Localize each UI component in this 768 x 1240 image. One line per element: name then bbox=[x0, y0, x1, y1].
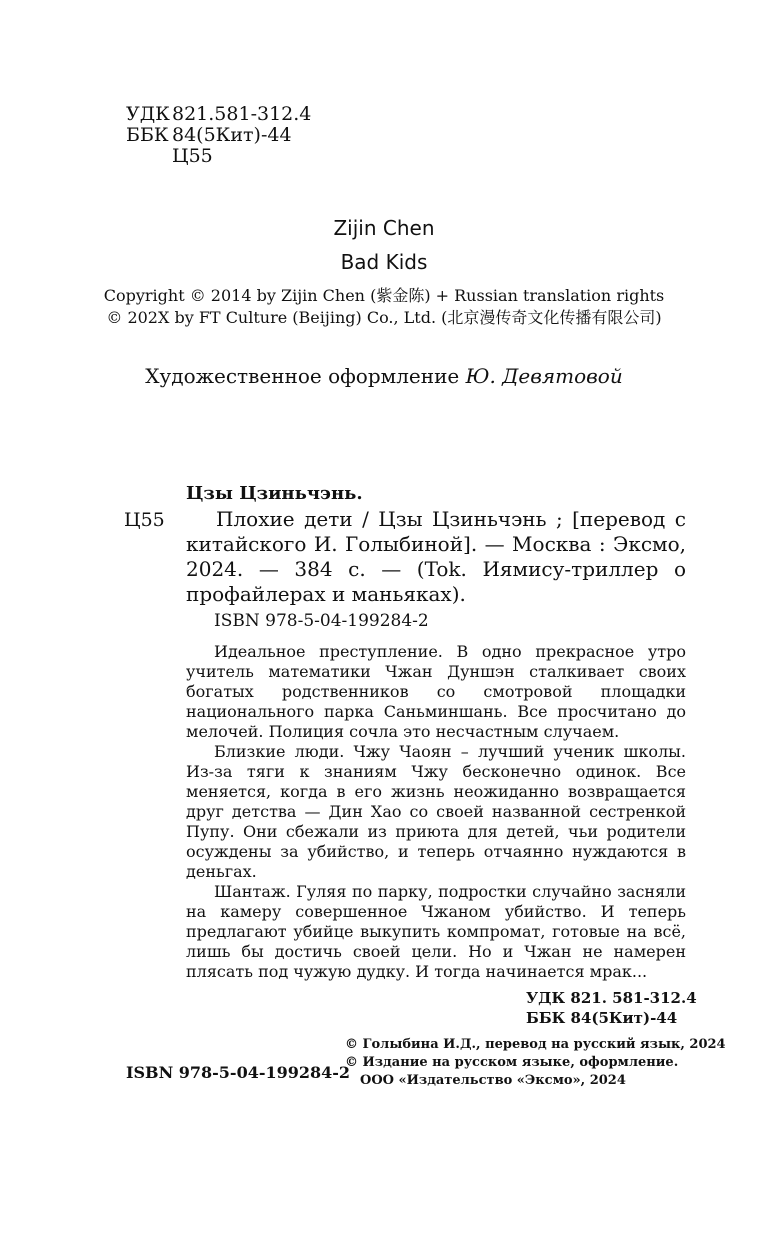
classification-block bbox=[126, 104, 311, 167]
bbk-value: 84(5Кит)-44 bbox=[172, 124, 292, 146]
copyright-line-2: © 202X by FT Culture (Beijing) Co., Ltd. (北京漫传奇文化传播有限公司) bbox=[106, 308, 662, 327]
bottom-classification bbox=[526, 988, 697, 1028]
bottom-bbk: ББК 84(5Кит)-44 bbox=[526, 1009, 678, 1027]
copyright-line-1: Copyright © 2014 by Zijin Chen (紫金陈) + Russian translation rights bbox=[103, 286, 665, 305]
credit-translation: © Голыбина И.Д., перевод на русский язык, 2024 bbox=[345, 1037, 726, 1052]
design-credit bbox=[0, 364, 768, 388]
annotation-paragraph-2: Близкие люди. Чжу Чаоян – лучший ученик школы. Из-за тяги к знаниям Чжу бесконечно одинок. Все меняется, когда в его жизнь неожиданно возвращается друг детства — Дин Хао со своей названной сестренкой Пупу. Они сбежали из приюта для детей, чьи родители осуждены за убийство, и теперь отчаянно нуждаются в деньгах. bbox=[186, 742, 686, 881]
copyright-notice bbox=[0, 285, 768, 329]
credit-publisher: ООО «Издательство «Эксмо», 2024 bbox=[360, 1073, 626, 1088]
bottom-udk: УДК 821. 581-312.4 bbox=[526, 989, 697, 1007]
design-artist: Ю. Девятовой bbox=[465, 364, 623, 388]
catalog-isbn: ISBN 978-5-04-199284-2 bbox=[214, 611, 429, 631]
udk-row bbox=[126, 104, 311, 125]
author-code: Ц55 bbox=[172, 145, 213, 167]
udk-label: УДК bbox=[126, 103, 170, 125]
catalog-body: Плохие дети / Цзы Цзиньчэнь ; [перевод с китайского И. Голыбиной]. — Москва : Эксмо, 2024. — 384 с. — (Tok. Иямису-триллер о профайлерах и маньяках). bbox=[186, 507, 686, 606]
original-author: Zijin Chen bbox=[333, 216, 435, 240]
annotation-paragraph-1: Идеальное преступление. В одно прекрасное утро учитель математики Чжан Дуншэн сталкивает своих богатых родственников со смотровой площадки национального парка Саньминшань. Все просчитано до мелочей. Полиция сочла это несчастным случаем. bbox=[186, 642, 686, 741]
annotation bbox=[186, 642, 686, 982]
catalog-code: Ц55 bbox=[124, 509, 165, 531]
credit-edition: © Издание на русском языке, оформление. bbox=[345, 1055, 679, 1070]
bbk-label: ББК bbox=[126, 124, 169, 146]
credits bbox=[345, 1036, 726, 1090]
catalog-heading: Цзы Цзиньчэнь. bbox=[186, 483, 363, 504]
annotation-paragraph-3: Шантаж. Гуляя по парку, подростки случайно засняли на камеру совершенное Чжаном убийство. И теперь предлагают убийце выкупить компромат, готовые на всё, лишь бы достичь своей цели. Но и Чжан не намерен плясать под чужую дудку. И тогда начинается мрак... bbox=[186, 882, 686, 981]
bbk-row bbox=[126, 125, 311, 146]
udk-value: 821.581-312.4 bbox=[172, 103, 312, 125]
bottom-isbn: ISBN 978-5-04-199284-2 bbox=[126, 1063, 351, 1082]
design-prefix: Художественное оформление bbox=[145, 364, 460, 388]
original-title: Bad Kids bbox=[340, 250, 428, 274]
